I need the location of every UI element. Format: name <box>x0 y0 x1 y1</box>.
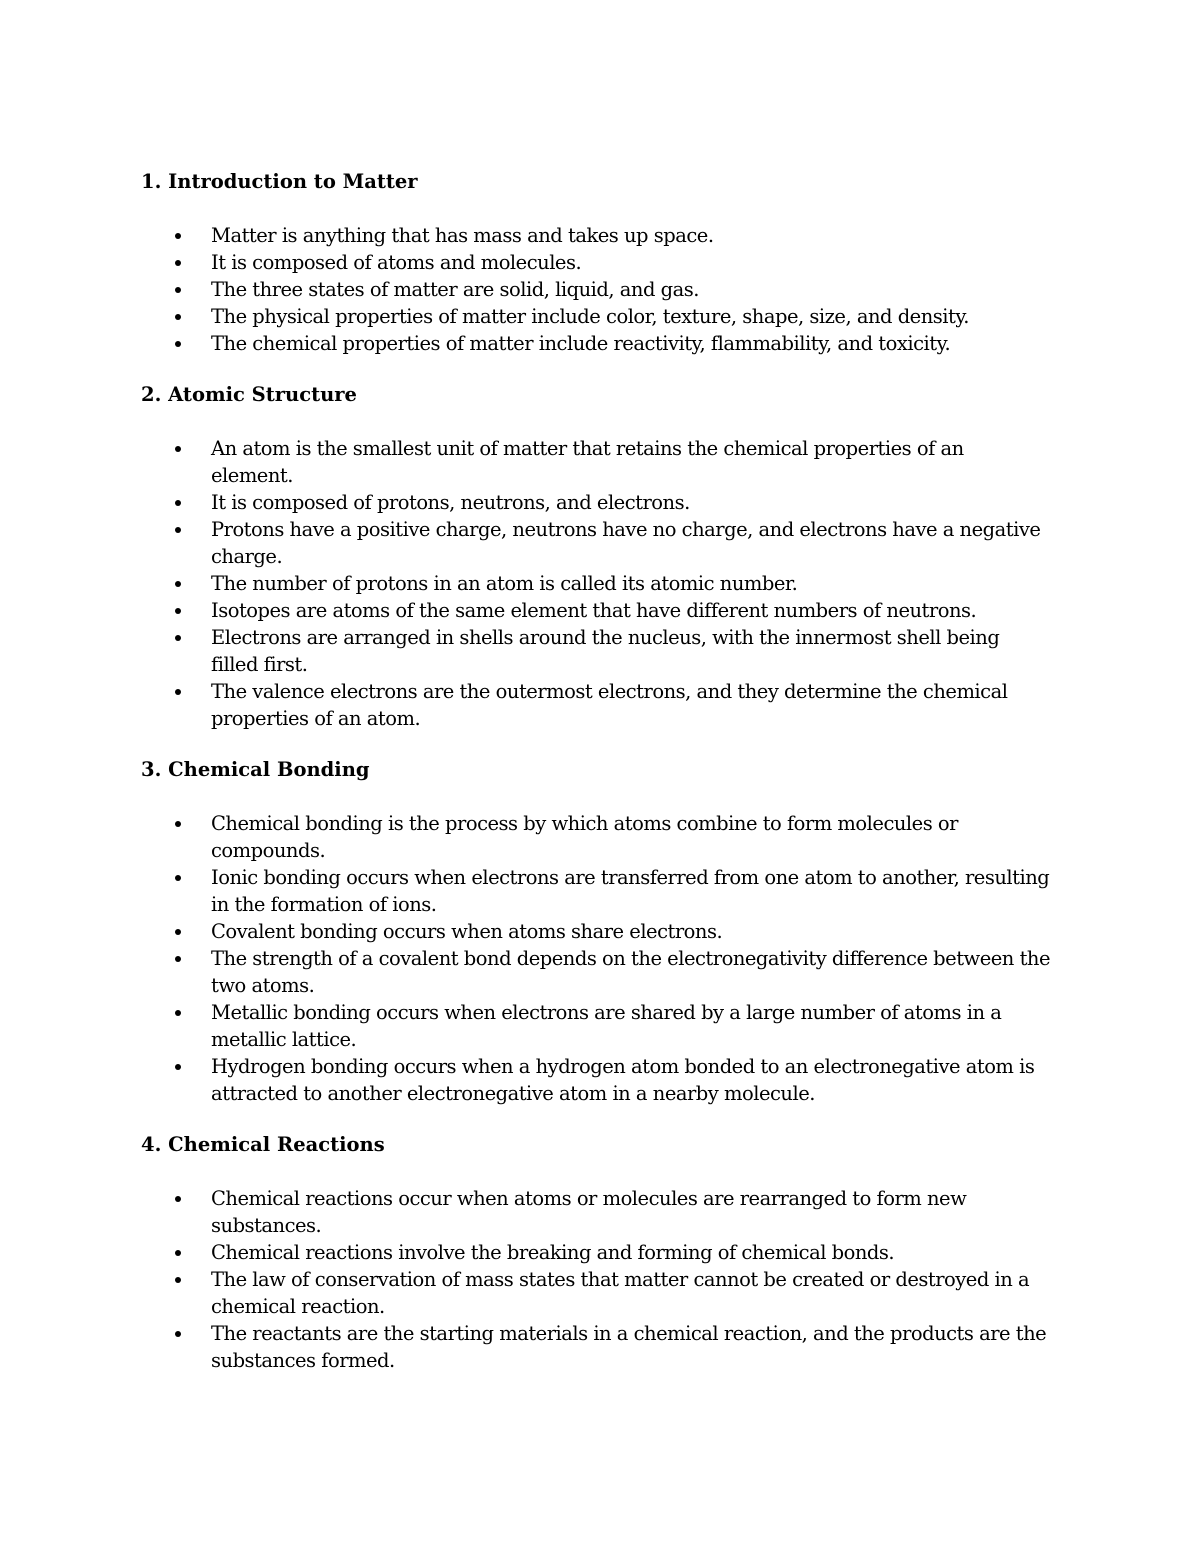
bullet-icon <box>175 608 181 614</box>
bullet-item <box>141 1266 1051 1320</box>
bullet-list <box>141 435 1051 732</box>
bullet-text: Electrons are arranged in shells around the nucleus, with the innermost shell being filled first. <box>211 626 1000 676</box>
bullet-text: The three states of matter are solid, liquid, and gas. <box>211 278 699 301</box>
document-body <box>141 168 1051 1398</box>
bullet-item <box>141 864 1051 918</box>
bullet-item <box>141 249 1051 276</box>
bullet-icon <box>175 956 181 962</box>
bullet-item <box>141 810 1051 864</box>
bullet-list <box>141 222 1051 357</box>
bullet-text: Metallic bonding occurs when electrons are shared by a large number of atoms in a metallic lattice. <box>211 1001 1002 1051</box>
bullet-text: Isotopes are atoms of the same element that have different numbers of neutrons. <box>211 599 977 622</box>
bullet-icon <box>175 1331 181 1337</box>
bullet-list <box>141 810 1051 1107</box>
bullet-item <box>141 999 1051 1053</box>
bullet-item <box>141 1320 1051 1374</box>
section-atomic-structure <box>141 381 1051 732</box>
section-introduction-to-matter <box>141 168 1051 357</box>
bullet-item <box>141 678 1051 732</box>
bullet-text: The number of protons in an atom is called its atomic number. <box>211 572 798 595</box>
bullet-icon <box>175 581 181 587</box>
bullet-item <box>141 435 1051 489</box>
bullet-list <box>141 1185 1051 1374</box>
bullet-text: The reactants are the starting materials in a chemical reaction, and the products are the substances formed. <box>211 1322 1047 1372</box>
bullet-item <box>141 597 1051 624</box>
bullet-item <box>141 516 1051 570</box>
bullet-item <box>141 918 1051 945</box>
bullet-icon <box>175 500 181 506</box>
section-heading: 4. Chemical Reactions <box>141 1133 385 1156</box>
section-chemical-bonding <box>141 756 1051 1107</box>
bullet-icon <box>175 1196 181 1202</box>
bullet-icon <box>175 689 181 695</box>
section-heading: 3. Chemical Bonding <box>141 758 370 781</box>
section-heading: 2. Atomic Structure <box>141 383 357 406</box>
bullet-text: The valence electrons are the outermost electrons, and they determine the chemical properties of an atom. <box>211 680 1008 730</box>
bullet-text: The physical properties of matter include color, texture, shape, size, and density. <box>211 305 969 328</box>
bullet-text: The law of conservation of mass states that matter cannot be created or destroyed in a chemical reaction. <box>211 1268 1030 1318</box>
bullet-text: Protons have a positive charge, neutrons have no charge, and electrons have a negative charge. <box>211 518 1041 568</box>
bullet-icon <box>175 821 181 827</box>
bullet-icon <box>175 527 181 533</box>
bullet-icon <box>175 1250 181 1256</box>
bullet-text: Chemical bonding is the process by which atoms combine to form molecules or compounds. <box>211 812 958 862</box>
bullet-text: Ionic bonding occurs when electrons are transferred from one atom to another, resulting in the formation of ions. <box>211 866 1050 916</box>
bullet-icon <box>175 260 181 266</box>
bullet-text: An atom is the smallest unit of matter that retains the chemical properties of an element. <box>211 437 964 487</box>
bullet-item <box>141 276 1051 303</box>
bullet-item <box>141 222 1051 249</box>
bullet-icon <box>175 446 181 452</box>
section-chemical-reactions <box>141 1131 1051 1374</box>
bullet-item <box>141 1239 1051 1266</box>
bullet-icon <box>175 1064 181 1070</box>
bullet-icon <box>175 929 181 935</box>
bullet-icon <box>175 287 181 293</box>
section-heading: 1. Introduction to Matter <box>141 170 418 193</box>
bullet-item <box>141 1053 1051 1107</box>
bullet-icon <box>175 875 181 881</box>
bullet-text: Hydrogen bonding occurs when a hydrogen atom bonded to an electronegative atom is attracted to another electronegative atom in a nearby molecule. <box>211 1055 1035 1105</box>
bullet-item <box>141 330 1051 357</box>
bullet-text: Chemical reactions involve the breaking and forming of chemical bonds. <box>211 1241 895 1264</box>
bullet-item <box>141 570 1051 597</box>
bullet-item <box>141 624 1051 678</box>
bullet-icon <box>175 635 181 641</box>
bullet-icon <box>175 1277 181 1283</box>
bullet-item <box>141 945 1051 999</box>
bullet-text: It is composed of protons, neutrons, and electrons. <box>211 491 690 514</box>
bullet-icon <box>175 233 181 239</box>
bullet-item <box>141 489 1051 516</box>
bullet-item <box>141 1185 1051 1239</box>
bullet-text: Chemical reactions occur when atoms or molecules are rearranged to form new substances. <box>211 1187 967 1237</box>
bullet-text: The strength of a covalent bond depends on the electronegativity difference between the two atoms. <box>211 947 1050 997</box>
bullet-item <box>141 303 1051 330</box>
bullet-icon <box>175 341 181 347</box>
bullet-text: Covalent bonding occurs when atoms share electrons. <box>211 920 723 943</box>
bullet-text: The chemical properties of matter include reactivity, flammability, and toxicity. <box>211 332 951 355</box>
bullet-text: Matter is anything that has mass and takes up space. <box>211 224 714 247</box>
bullet-text: It is composed of atoms and molecules. <box>211 251 582 274</box>
bullet-icon <box>175 1010 181 1016</box>
bullet-icon <box>175 314 181 320</box>
